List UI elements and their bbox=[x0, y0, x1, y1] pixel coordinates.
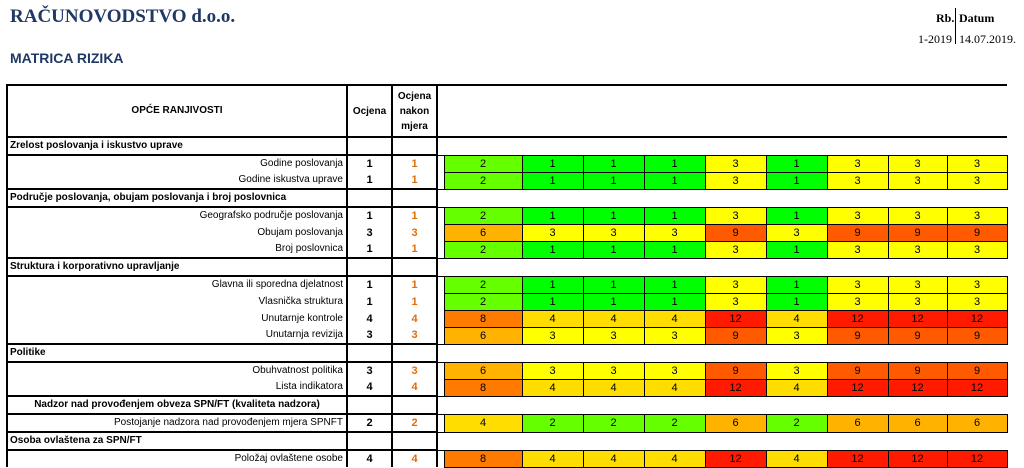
risk-cell: 2 bbox=[522, 414, 583, 432]
section-empty-cell bbox=[392, 344, 437, 362]
risk-cell: 3 bbox=[827, 172, 888, 189]
risk-cell: 3 bbox=[888, 276, 947, 293]
ocjena-nakon-value: 3 bbox=[392, 327, 437, 344]
risk-cell: 1 bbox=[583, 155, 644, 172]
risk-cell: 9 bbox=[705, 362, 766, 379]
risk-cell: 2 bbox=[444, 293, 522, 310]
matrix-gap bbox=[437, 172, 444, 189]
section-row bbox=[7, 396, 1007, 414]
risk-cell: 1 bbox=[766, 207, 827, 224]
risk-cell: 1 bbox=[766, 241, 827, 258]
risk-cell: 12 bbox=[947, 379, 1007, 396]
risk-cell: 1 bbox=[522, 155, 583, 172]
risk-cell: 2 bbox=[444, 155, 522, 172]
document-title: MATRICA RIZIKA bbox=[10, 50, 124, 66]
risk-cell: 12 bbox=[947, 450, 1007, 467]
ocjena-nakon-value: 4 bbox=[392, 379, 437, 396]
ocjena-nakon-value: 2 bbox=[392, 414, 437, 432]
section-label: Zrelost poslovanja i iskustvo uprave bbox=[7, 137, 347, 155]
risk-cell: 12 bbox=[705, 450, 766, 467]
risk-cell: 3 bbox=[827, 293, 888, 310]
risk-cell: 8 bbox=[444, 379, 522, 396]
risk-cell: 1 bbox=[766, 276, 827, 293]
col-header-nakon-line1: Ocjena bbox=[397, 90, 432, 102]
risk-cell: 12 bbox=[827, 379, 888, 396]
risk-cell: 3 bbox=[705, 172, 766, 189]
row-label: Postojanje nadzora nad provođenjem mjera SPNFT bbox=[7, 414, 347, 432]
risk-cell: 12 bbox=[888, 310, 947, 327]
risk-cell: 3 bbox=[644, 327, 705, 344]
risk-cell: 3 bbox=[705, 241, 766, 258]
risk-cell: 3 bbox=[705, 293, 766, 310]
risk-cell: 3 bbox=[705, 276, 766, 293]
risk-cell: 6 bbox=[705, 414, 766, 432]
rb-value: 1-2019 bbox=[918, 32, 952, 46]
ocjena-value: 3 bbox=[347, 327, 392, 344]
risk-cell: 12 bbox=[888, 450, 947, 467]
risk-cell: 1 bbox=[644, 172, 705, 189]
ocjena-value: 4 bbox=[347, 379, 392, 396]
risk-cell: 3 bbox=[827, 276, 888, 293]
section-row bbox=[7, 344, 1007, 362]
risk-cell: 1 bbox=[644, 293, 705, 310]
risk-cell: 1 bbox=[522, 207, 583, 224]
ocjena-nakon-value: 1 bbox=[392, 241, 437, 258]
risk-cell: 9 bbox=[947, 224, 1007, 241]
risk-cell: 2 bbox=[766, 414, 827, 432]
risk-cell: 2 bbox=[444, 241, 522, 258]
section-matrix-gap bbox=[437, 189, 1007, 207]
ocjena-nakon-value: 4 bbox=[392, 450, 437, 467]
ocjena-nakon-value: 1 bbox=[392, 276, 437, 293]
matrix-gap bbox=[437, 224, 444, 241]
ocjena-nakon-value: 1 bbox=[392, 172, 437, 189]
risk-cell: 6 bbox=[947, 414, 1007, 432]
matrix-gap bbox=[437, 241, 444, 258]
ocjena-value: 2 bbox=[347, 414, 392, 432]
ocjena-nakon-value: 1 bbox=[392, 207, 437, 224]
risk-cell: 3 bbox=[827, 155, 888, 172]
section-empty-cell bbox=[347, 189, 392, 207]
section-matrix-gap bbox=[437, 344, 1007, 362]
row-label: Broj poslovnica bbox=[7, 241, 347, 258]
row-label: Lista indikatora bbox=[7, 379, 347, 396]
risk-cell: 9 bbox=[888, 362, 947, 379]
ocjena-nakon-value: 1 bbox=[392, 293, 437, 310]
ocjena-nakon-value: 3 bbox=[392, 362, 437, 379]
risk-cell: 1 bbox=[644, 276, 705, 293]
risk-cell: 2 bbox=[644, 414, 705, 432]
risk-cell: 3 bbox=[827, 207, 888, 224]
col-header-ocjena-nakon bbox=[392, 85, 437, 137]
meta-divider bbox=[955, 8, 956, 44]
section-label: Politike bbox=[7, 344, 347, 362]
risk-cell: 3 bbox=[947, 172, 1007, 189]
section-empty-cell bbox=[347, 344, 392, 362]
company-name: RAČUNOVODSTVO d.o.o. bbox=[10, 6, 236, 27]
table-row bbox=[7, 276, 1007, 293]
ocjena-nakon-value: 4 bbox=[392, 310, 437, 327]
col-header-matrix bbox=[437, 85, 1007, 137]
risk-cell: 1 bbox=[644, 207, 705, 224]
risk-matrix-table bbox=[6, 84, 1008, 468]
datum-label: Datum bbox=[959, 11, 995, 25]
risk-cell: 3 bbox=[583, 327, 644, 344]
risk-cell: 12 bbox=[827, 450, 888, 467]
ocjena-nakon-value: 3 bbox=[392, 224, 437, 241]
ocjena-value: 3 bbox=[347, 362, 392, 379]
col-header-nakon-line3: mjera bbox=[401, 120, 428, 132]
section-empty-cell bbox=[347, 432, 392, 450]
risk-cell: 6 bbox=[888, 414, 947, 432]
risk-matrix-body bbox=[7, 137, 1007, 467]
table-row bbox=[7, 155, 1007, 172]
section-matrix-gap bbox=[437, 432, 1007, 450]
section-matrix-gap bbox=[437, 137, 1007, 155]
section-empty-cell bbox=[392, 396, 437, 414]
risk-cell: 9 bbox=[947, 327, 1007, 344]
section-matrix-gap bbox=[437, 258, 1007, 276]
ocjena-value: 1 bbox=[347, 207, 392, 224]
risk-cell: 1 bbox=[583, 293, 644, 310]
ocjena-value: 1 bbox=[347, 172, 392, 189]
risk-cell: 9 bbox=[947, 362, 1007, 379]
risk-cell: 3 bbox=[583, 224, 644, 241]
risk-cell: 6 bbox=[444, 327, 522, 344]
section-label: Nadzor nad provođenjem obveza SPN/FT (kvaliteta nadzora) bbox=[7, 396, 347, 414]
ocjena-value: 4 bbox=[347, 450, 392, 467]
row-label: Unutarnje kontrole bbox=[7, 310, 347, 327]
risk-cell: 1 bbox=[766, 155, 827, 172]
risk-cell: 1 bbox=[522, 293, 583, 310]
risk-cell: 3 bbox=[766, 362, 827, 379]
risk-cell: 4 bbox=[522, 379, 583, 396]
table-row bbox=[7, 241, 1007, 258]
matrix-gap bbox=[437, 276, 444, 293]
risk-cell: 9 bbox=[705, 224, 766, 241]
section-row bbox=[7, 137, 1007, 155]
section-label: Struktura i korporativno upravljanje bbox=[7, 258, 347, 276]
risk-cell: 1 bbox=[522, 276, 583, 293]
matrix-gap bbox=[437, 327, 444, 344]
risk-cell: 1 bbox=[583, 276, 644, 293]
risk-cell: 3 bbox=[888, 241, 947, 258]
risk-cell: 4 bbox=[583, 450, 644, 467]
risk-cell: 3 bbox=[705, 207, 766, 224]
risk-cell: 3 bbox=[947, 241, 1007, 258]
table-row bbox=[7, 327, 1007, 344]
risk-cell: 2 bbox=[583, 414, 644, 432]
rb-label: Rb. bbox=[936, 11, 955, 25]
matrix-gap bbox=[437, 207, 444, 224]
section-empty-cell bbox=[347, 137, 392, 155]
ocjena-value: 1 bbox=[347, 155, 392, 172]
risk-cell: 4 bbox=[766, 310, 827, 327]
col-header-nakon-line2: nakon bbox=[399, 105, 430, 117]
ocjena-value: 3 bbox=[347, 224, 392, 241]
risk-cell: 3 bbox=[888, 207, 947, 224]
row-label: Unutarnja revizija bbox=[7, 327, 347, 344]
ocjena-value: 4 bbox=[347, 310, 392, 327]
risk-cell: 4 bbox=[583, 310, 644, 327]
risk-cell: 1 bbox=[644, 155, 705, 172]
risk-cell: 3 bbox=[583, 362, 644, 379]
risk-cell: 9 bbox=[827, 327, 888, 344]
risk-cell: 3 bbox=[947, 276, 1007, 293]
table-row bbox=[7, 362, 1007, 379]
row-label: Vlasnička struktura bbox=[7, 293, 347, 310]
risk-cell: 9 bbox=[888, 224, 947, 241]
risk-cell: 1 bbox=[644, 241, 705, 258]
risk-cell: 3 bbox=[522, 362, 583, 379]
risk-cell: 12 bbox=[827, 310, 888, 327]
risk-cell: 1 bbox=[583, 172, 644, 189]
risk-cell: 9 bbox=[705, 327, 766, 344]
risk-cell: 4 bbox=[644, 379, 705, 396]
row-label: Obujam poslovanja bbox=[7, 224, 347, 241]
section-row bbox=[7, 432, 1007, 450]
table-row bbox=[7, 310, 1007, 327]
matrix-gap bbox=[437, 155, 444, 172]
risk-cell: 3 bbox=[766, 224, 827, 241]
risk-cell: 12 bbox=[705, 379, 766, 396]
risk-cell: 4 bbox=[522, 450, 583, 467]
section-empty-cell bbox=[392, 258, 437, 276]
risk-cell: 3 bbox=[522, 327, 583, 344]
table-row bbox=[7, 172, 1007, 189]
risk-cell: 4 bbox=[644, 450, 705, 467]
table-row bbox=[7, 379, 1007, 396]
risk-cell: 4 bbox=[766, 450, 827, 467]
risk-cell: 4 bbox=[766, 379, 827, 396]
row-label: Položaj ovlaštene osobe bbox=[7, 450, 347, 467]
risk-cell: 3 bbox=[947, 155, 1007, 172]
row-label: Geografsko područje poslovanja bbox=[7, 207, 347, 224]
risk-cell: 12 bbox=[705, 310, 766, 327]
col-header-main: OPĆE RANJIVOSTI bbox=[7, 85, 347, 137]
row-label: Obuhvatnost politika bbox=[7, 362, 347, 379]
table-row bbox=[7, 450, 1007, 467]
row-label: Glavna ili sporedna djelatnost bbox=[7, 276, 347, 293]
matrix-gap bbox=[437, 362, 444, 379]
risk-cell: 3 bbox=[766, 327, 827, 344]
risk-cell: 1 bbox=[583, 241, 644, 258]
section-empty-cell bbox=[347, 396, 392, 414]
risk-cell: 3 bbox=[888, 293, 947, 310]
risk-cell: 1 bbox=[583, 207, 644, 224]
risk-cell: 3 bbox=[644, 224, 705, 241]
risk-cell: 4 bbox=[583, 379, 644, 396]
risk-cell: 1 bbox=[766, 172, 827, 189]
risk-cell: 1 bbox=[766, 293, 827, 310]
risk-cell: 3 bbox=[827, 241, 888, 258]
risk-cell: 6 bbox=[444, 362, 522, 379]
risk-cell: 2 bbox=[444, 172, 522, 189]
risk-cell: 9 bbox=[888, 327, 947, 344]
section-empty-cell bbox=[392, 432, 437, 450]
section-label: Osoba ovlaštena za SPN/FT bbox=[7, 432, 347, 450]
section-label: Područje poslovanja, obujam poslovanja i broj poslovnica bbox=[7, 189, 347, 207]
risk-cell: 8 bbox=[444, 310, 522, 327]
matrix-gap bbox=[437, 379, 444, 396]
row-label: Godine iskustva uprave bbox=[7, 172, 347, 189]
risk-cell: 12 bbox=[888, 379, 947, 396]
risk-cell: 6 bbox=[827, 414, 888, 432]
section-empty-cell bbox=[392, 189, 437, 207]
risk-cell: 2 bbox=[444, 276, 522, 293]
risk-cell: 3 bbox=[644, 362, 705, 379]
row-label: Godine poslovanja bbox=[7, 155, 347, 172]
risk-cell: 3 bbox=[522, 224, 583, 241]
section-empty-cell bbox=[347, 258, 392, 276]
risk-cell: 8 bbox=[444, 450, 522, 467]
risk-cell: 3 bbox=[888, 155, 947, 172]
ocjena-value: 1 bbox=[347, 241, 392, 258]
table-row bbox=[7, 207, 1007, 224]
risk-cell: 3 bbox=[947, 207, 1007, 224]
ocjena-value: 1 bbox=[347, 276, 392, 293]
table-row bbox=[7, 224, 1007, 241]
risk-cell: 3 bbox=[705, 155, 766, 172]
table-row bbox=[7, 293, 1007, 310]
matrix-gap bbox=[437, 310, 444, 327]
datum-value: 14.07.2019. bbox=[959, 32, 1016, 46]
section-empty-cell bbox=[392, 137, 437, 155]
risk-cell: 6 bbox=[444, 224, 522, 241]
table-row bbox=[7, 414, 1007, 432]
risk-cell: 1 bbox=[522, 241, 583, 258]
matrix-gap bbox=[437, 293, 444, 310]
risk-cell: 12 bbox=[947, 310, 1007, 327]
risk-cell: 9 bbox=[827, 224, 888, 241]
ocjena-nakon-value: 1 bbox=[392, 155, 437, 172]
section-matrix-gap bbox=[437, 396, 1007, 414]
risk-cell: 3 bbox=[947, 293, 1007, 310]
risk-cell: 4 bbox=[644, 310, 705, 327]
risk-cell: 4 bbox=[444, 414, 522, 432]
risk-cell: 1 bbox=[522, 172, 583, 189]
risk-cell: 4 bbox=[522, 310, 583, 327]
col-header-ocjena: Ocjena bbox=[347, 85, 392, 137]
matrix-gap bbox=[437, 414, 444, 432]
ocjena-value: 1 bbox=[347, 293, 392, 310]
risk-cell: 3 bbox=[888, 172, 947, 189]
section-row bbox=[7, 258, 1007, 276]
section-row bbox=[7, 189, 1007, 207]
risk-cell: 2 bbox=[444, 207, 522, 224]
matrix-gap bbox=[437, 450, 444, 467]
risk-cell: 9 bbox=[827, 362, 888, 379]
